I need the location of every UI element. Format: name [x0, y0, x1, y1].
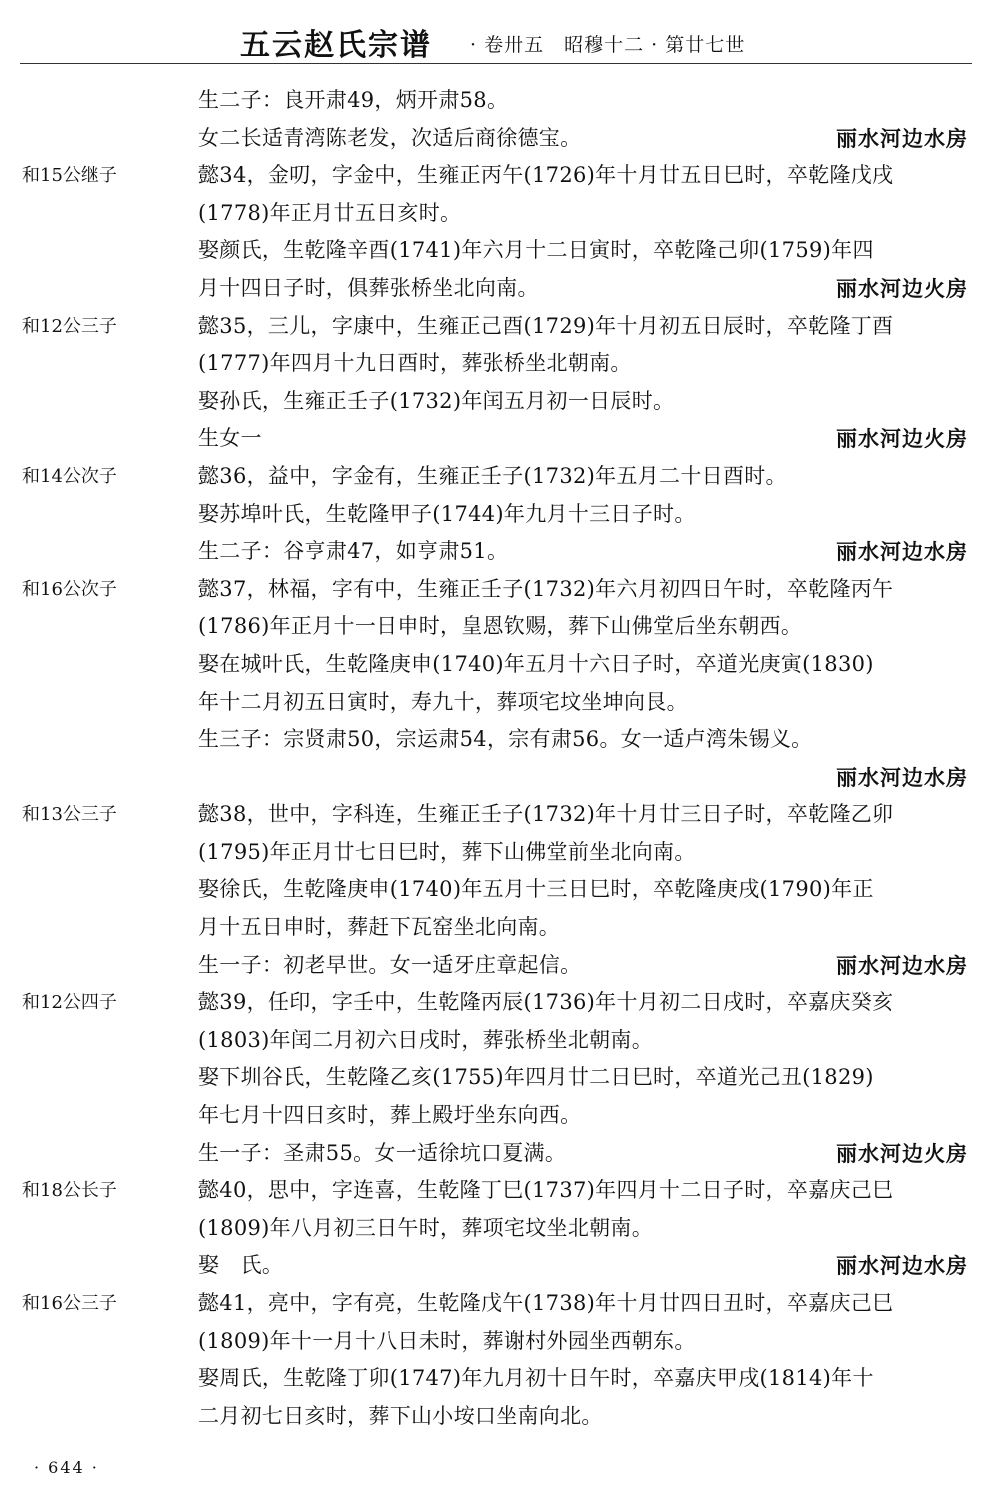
branch-tag: 丽水河边水房 [836, 125, 968, 151]
entry-text: 生三子：宗贤肃50，宗运肃54，宗有肃56。女一适卢湾朱锡义。 [198, 727, 813, 752]
entry-text: 女二长适青湾陈老发，次适后商徐德宝。 [198, 125, 582, 150]
entry-text: (1809)年八月初三日午时，葬项宅坟坐北朝南。 [198, 1215, 654, 1240]
text-line [0, 1360, 992, 1398]
text-line [0, 270, 992, 308]
branch-tag: 丽水河边水房 [836, 952, 968, 978]
text-line [0, 1097, 992, 1135]
text-line [0, 195, 992, 233]
text-line [0, 1323, 992, 1361]
branch-tag: 丽水河边水房 [836, 539, 968, 565]
entry-text: 生女一 [198, 426, 262, 451]
chapter-subtitle: · 卷卅五 昭穆十二 · 第廿七世 [470, 34, 746, 56]
entry-text: 月十四日子时，俱葬张桥坐北向南。 [198, 275, 539, 300]
entry-text: 懿41，亮中，字有亮，生乾隆戊午(1738)年十月廿四日丑时，卒嘉庆己巳 [198, 1291, 894, 1315]
entry-text: 年十二月初五日寅时，寿九十，葬项宅坟坐坤向艮。 [198, 689, 688, 714]
text-line [0, 1398, 992, 1436]
text-line [0, 533, 992, 571]
lineage-label: 和12公四子 [22, 992, 117, 1014]
entry-text: (1803)年闰二月初六日戌时，葬张桥坐北朝南。 [198, 1027, 654, 1052]
text-line [0, 157, 992, 195]
text-line [0, 796, 992, 834]
entry-text: 懿34，金叨，字金中，生雍正丙午(1726)年十月廿五日巳时，卒乾隆戊戌 [198, 163, 894, 188]
text-line [0, 1210, 992, 1248]
entry-text: (1786)年正月十一日申时，皇恩钦赐，葬下山佛堂后坐东朝西。 [198, 614, 803, 639]
entry-text: 生二子：谷亨肃47，如亨肃51。 [198, 539, 509, 564]
book-title: 五云赵氏宗谱 [240, 28, 432, 63]
genealogy-body [0, 82, 992, 1435]
page-number: · 644 · [34, 1458, 99, 1477]
text-line [0, 1247, 992, 1285]
lineage-label: 和16公三子 [22, 1293, 117, 1314]
branch-tag: 丽水河边火房 [836, 426, 968, 452]
entry-text: 懿38，世中，字科连，生雍正壬子(1732)年十月廿三日子时，卒乾隆乙卯 [198, 802, 894, 827]
entry-text: 娶 氏。 [198, 1253, 284, 1278]
text-line [0, 834, 992, 872]
entry-text: 娶孙氏，生雍正壬子(1732)年闰五月初一日辰时。 [198, 388, 675, 413]
text-line [0, 120, 992, 158]
branch-tag: 丽水河边水房 [836, 764, 968, 790]
entry-text: 生一子：初老早世。女一适牙庄章起信。 [198, 952, 582, 977]
text-line [0, 232, 992, 270]
entry-text: (1795)年正月廿七日巳时，葬下山佛堂前坐北向南。 [198, 839, 696, 864]
text-line [0, 345, 992, 383]
entry-text: 年七月十四日亥时，葬上殿圩坐东向西。 [198, 1103, 582, 1128]
lineage-label: 和18公长子 [22, 1180, 117, 1202]
entry-text: 懿39，任印，字壬中，生乾隆丙辰(1736)年十月初二日戌时，卒嘉庆癸亥 [198, 990, 894, 1015]
text-line [0, 1172, 992, 1210]
branch-tag: 丽水河边水房 [836, 1253, 968, 1279]
entry-text: 懿36，益中，字金有，生雍正壬子(1732)年五月二十日酉时。 [198, 463, 787, 488]
text-line [0, 759, 992, 797]
text-line [0, 1059, 992, 1097]
text-line [0, 871, 992, 909]
entry-text: 月十五日申时，葬赶下瓦窑坐北向南。 [198, 915, 561, 940]
entry-text: 二月初七日亥时，葬下山小垵口坐南向北。 [198, 1403, 603, 1428]
branch-tag: 丽水河边火房 [836, 1140, 968, 1166]
text-line [0, 608, 992, 646]
text-line [0, 571, 992, 609]
entry-text: 生二子：良开肃49，炳开肃58。 [198, 88, 509, 112]
entry-text: 娶在城叶氏，生乾隆庚申(1740)年五月十六日子时，卒道光庚寅(1830) [198, 651, 874, 676]
branch-tag: 丽水河边火房 [836, 275, 968, 301]
lineage-label: 和15公继子 [22, 165, 117, 187]
entry-text: (1777)年四月十九日酉时，葬张桥坐北朝南。 [198, 351, 632, 376]
text-line [0, 458, 992, 496]
lineage-label: 和14公次子 [22, 465, 117, 487]
entry-text: 娶下圳谷氏，生乾隆乙亥(1755)年四月廿二日巳时，卒道光己丑(1829) [198, 1065, 874, 1090]
page-header [0, 20, 992, 63]
text-line [0, 984, 992, 1022]
text-line [0, 496, 992, 534]
text-line [0, 947, 992, 985]
text-line [0, 646, 992, 684]
header-rule [20, 63, 972, 64]
text-line [0, 82, 992, 120]
entry-text: (1778)年正月廿五日亥时。 [198, 200, 462, 225]
text-line [0, 420, 992, 458]
entry-text: 娶苏埠叶氏，生乾隆甲子(1744)年九月十三日子时。 [198, 501, 696, 526]
entry-text: 懿35，三儿，字康中，生雍正己酉(1729)年十月初五日辰时，卒乾隆丁酉 [198, 313, 894, 338]
lineage-label: 和16公次子 [22, 578, 117, 600]
text-line [0, 684, 992, 722]
text-line [0, 909, 992, 947]
text-line [0, 1135, 992, 1173]
text-line [0, 383, 992, 421]
text-line [0, 308, 992, 346]
entry-text: (1809)年十一月十八日未时，葬谢村外园坐西朝东。 [198, 1328, 696, 1353]
text-line [0, 721, 992, 759]
text-line [0, 1285, 992, 1323]
entry-text: 懿40，思中，字连喜，生乾隆丁巳(1737)年四月十二日子时，卒嘉庆己巳 [198, 1178, 894, 1203]
lineage-label: 和13公三子 [22, 804, 117, 826]
lineage-label: 和12公三子 [22, 315, 117, 337]
text-line [0, 1022, 992, 1060]
entry-text: 娶颜氏，生乾隆辛酉(1741)年六月十二日寅时，卒乾隆己卯(1759)年四 [198, 238, 874, 263]
entry-text: 懿37，林福，字有中，生雍正壬子(1732)年六月初四日午时，卒乾隆丙午 [198, 576, 894, 601]
entry-text: 娶徐氏，生乾隆庚申(1740)年五月十三日巳时，卒乾隆庚戌(1790)年正 [198, 877, 874, 902]
entry-text: 生一子：圣肃55。女一适徐坑口夏满。 [198, 1140, 567, 1165]
entry-text: 娶周氏，生乾隆丁卯(1747)年九月初十日午时，卒嘉庆甲戌(1814)年十 [198, 1366, 874, 1391]
